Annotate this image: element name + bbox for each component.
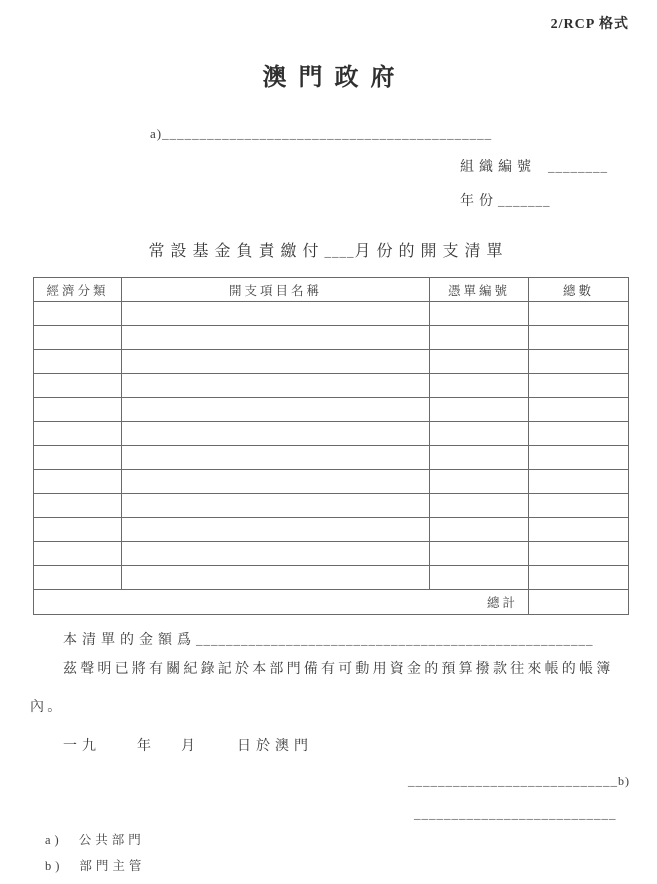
table-row (34, 542, 629, 566)
table-cell (529, 350, 629, 374)
table-cell (34, 446, 122, 470)
table-row (34, 518, 629, 542)
table-cell (122, 446, 430, 470)
footnote-b-marker: b) (45, 859, 64, 873)
table-cell (122, 374, 430, 398)
footnote-a-text: 公共部門 (78, 833, 145, 847)
table-cell (529, 446, 629, 470)
field-a-marker: a) (150, 126, 163, 141)
table-cell (122, 542, 430, 566)
subtitle-month-blank: ____ (324, 244, 355, 259)
table-cell (430, 302, 529, 326)
table-cell (122, 398, 430, 422)
table-cell (529, 326, 629, 350)
field-a-blank: ____________________________________________ (162, 126, 493, 141)
date-century: 一九 (63, 739, 101, 754)
table-cell (430, 350, 529, 374)
table-row (34, 374, 629, 398)
table-row (34, 566, 629, 590)
signature-line-1 (408, 772, 630, 790)
table-cell (430, 470, 529, 494)
form-code: 2/RCP 格式 (550, 17, 629, 32)
table-cell (34, 518, 122, 542)
table-row (34, 494, 629, 518)
amount-label: 本清單的金額爲 (63, 633, 196, 648)
table-cell (430, 326, 529, 350)
signature-line-1-marker: b) (618, 774, 630, 788)
table-cell (122, 566, 430, 590)
table-cell (34, 566, 122, 590)
subtitle-prefix: 常設基金負責繳付 (148, 243, 325, 260)
col-header-expense-item-name: 開支項目名稱 (122, 278, 430, 302)
table-body (34, 302, 629, 590)
table-row (34, 470, 629, 494)
table-row (34, 326, 629, 350)
amount-line (63, 629, 594, 649)
table-row (34, 302, 629, 326)
table-cell (430, 422, 529, 446)
col-header-voucher-number: 憑單編號 (430, 278, 529, 302)
table-cell (529, 302, 629, 326)
signature-line-2-blank: ___________________________ (414, 806, 617, 821)
table-row (34, 350, 629, 374)
table-cell (529, 374, 629, 398)
footnote-a-marker: a) (45, 833, 63, 847)
table-header-row (34, 278, 629, 302)
signature-line-1-blank: ____________________________ (408, 773, 618, 788)
table-cell (122, 350, 430, 374)
year-blank: _______ (498, 193, 551, 208)
col-header-economic-category: 經濟分類 (34, 278, 122, 302)
signature-line-2 (414, 805, 617, 823)
year-label: 年份 (460, 194, 498, 209)
table-cell (529, 422, 629, 446)
table-cell (34, 542, 122, 566)
table-cell (529, 566, 629, 590)
table-cell (34, 398, 122, 422)
page-title: 澳門政府 (262, 65, 407, 91)
col-header-total: 總數 (529, 278, 629, 302)
org-number-blank: ________ (548, 159, 608, 174)
table-cell (122, 422, 430, 446)
table-cell (529, 494, 629, 518)
form-subtitle (0, 238, 657, 261)
total-label: 總計 (34, 590, 529, 615)
table-cell (34, 350, 122, 374)
date-year-label: 年 (137, 739, 156, 754)
footnote-b-text: 部門主管 (79, 859, 146, 873)
table-cell (34, 374, 122, 398)
table-cell (430, 542, 529, 566)
table-cell (430, 566, 529, 590)
table-cell (430, 374, 529, 398)
org-number-label: 組織編號 (460, 160, 536, 175)
expense-table (33, 277, 629, 615)
table-cell (34, 422, 122, 446)
table-row (34, 398, 629, 422)
table-row (34, 422, 629, 446)
table-cell (34, 494, 122, 518)
amount-blank: _____________________________________________________ (196, 632, 594, 647)
table-cell (34, 302, 122, 326)
table-cell (529, 398, 629, 422)
table-cell (430, 518, 529, 542)
table-cell (529, 518, 629, 542)
date-day-place-label: 日於澳門 (237, 739, 313, 754)
field-a-department-line (150, 126, 492, 142)
table-cell (122, 494, 430, 518)
table-cell (122, 470, 430, 494)
date-month-label: 月 (181, 739, 200, 754)
table-cell (122, 302, 430, 326)
table-cell (34, 326, 122, 350)
table-total-section (34, 590, 629, 615)
org-number-field (460, 156, 608, 176)
table-row (34, 446, 629, 470)
footnote-b (45, 856, 145, 874)
subtitle-suffix: 月份的開支清單 (354, 243, 509, 260)
table-cell (122, 518, 430, 542)
declaration-line-1: 茲聲明已將有關紀錄記於本部門備有可動用資金的預算撥款往來帳的帳簿 (63, 662, 614, 677)
table-cell (529, 470, 629, 494)
table-cell (430, 398, 529, 422)
table-total-row (34, 590, 629, 615)
total-value-cell (529, 590, 629, 615)
table-cell (529, 542, 629, 566)
footnote-a (45, 830, 145, 848)
table-cell (122, 326, 430, 350)
table-cell (430, 446, 529, 470)
table-cell (430, 494, 529, 518)
year-field (460, 190, 551, 210)
declaration-line-2: 內。 (30, 700, 65, 715)
table-cell (34, 470, 122, 494)
